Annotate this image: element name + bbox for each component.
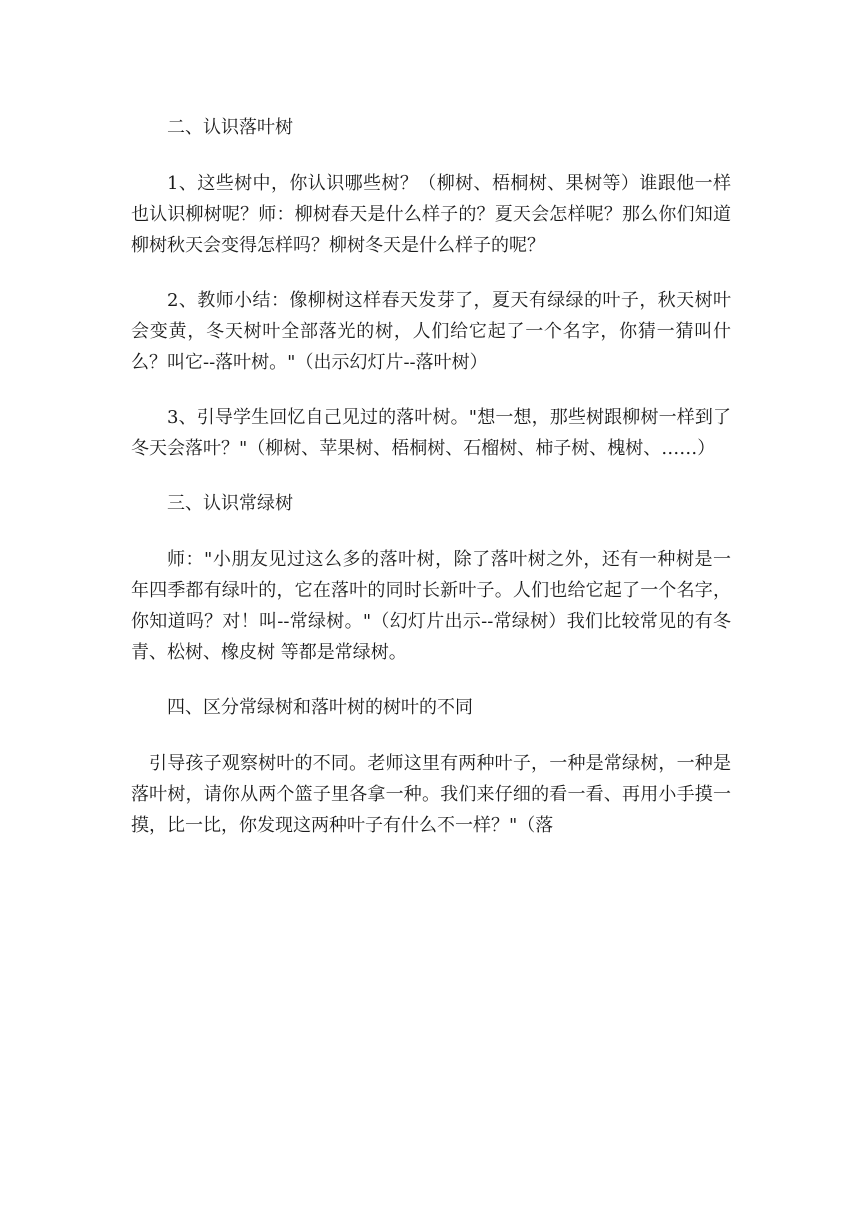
- paragraph-evergreen-intro: 师："小朋友见过这么多的落叶树，除了落叶树之外，还有一种树是一年四季都有绿叶的，它在落叶的同时长新叶子。人们也给它起了一个名字，你知道吗？对！叫--常绿树。"（幻灯片出示--常绿树）我们比较常见的有冬青、松树、橡皮树 等都是常绿树。: [131, 549, 731, 663]
- section-heading-distinguish-leaves: 四、区分常绿树和落叶树的树叶的不同: [167, 697, 473, 718]
- section-heading-recognize-deciduous: 二、认识落叶树: [167, 117, 293, 138]
- paragraph-observe-leaves: 引导孩子观察树叶的不同。老师这里有两种叶子，一种是常绿树，一种是落叶树，请你从两个篮子里各拿一种。我们来仔细的看一看、再用小手摸一摸，比一比，你发现这两种叶子有什么不一样？"（落: [131, 753, 731, 836]
- section-heading-recognize-evergreen: 三、认识常绿树: [167, 493, 293, 514]
- paragraph-willow-questions: 1、这些树中，你认识哪些树？（柳树、梧桐树、果树等）谁跟他一样也认识柳树呢？师：柳树春天是什么样子的？夏天会怎样呢？那么你们知道柳树秋天会变得怎样吗？柳树冬天是什么样子的呢？: [131, 173, 731, 256]
- document-page: [131, 112, 731, 865]
- paragraph-recall-deciduous: 3、引导学生回忆自己见过的落叶树。"想一想，那些树跟柳树一样到了冬天会落叶？"（柳树、苹果树、梧桐树、石榴树、柿子树、槐树、……）: [131, 407, 731, 459]
- paragraph-teacher-summary: 2、教师小结：像柳树这样春天发芽了，夏天有绿绿的叶子，秋天树叶会变黄，冬天树叶全部落光的树，人们给它起了一个名字，你猜一猜叫什么？叫它--落叶树。"（出示幻灯片--落叶树）: [131, 290, 731, 373]
